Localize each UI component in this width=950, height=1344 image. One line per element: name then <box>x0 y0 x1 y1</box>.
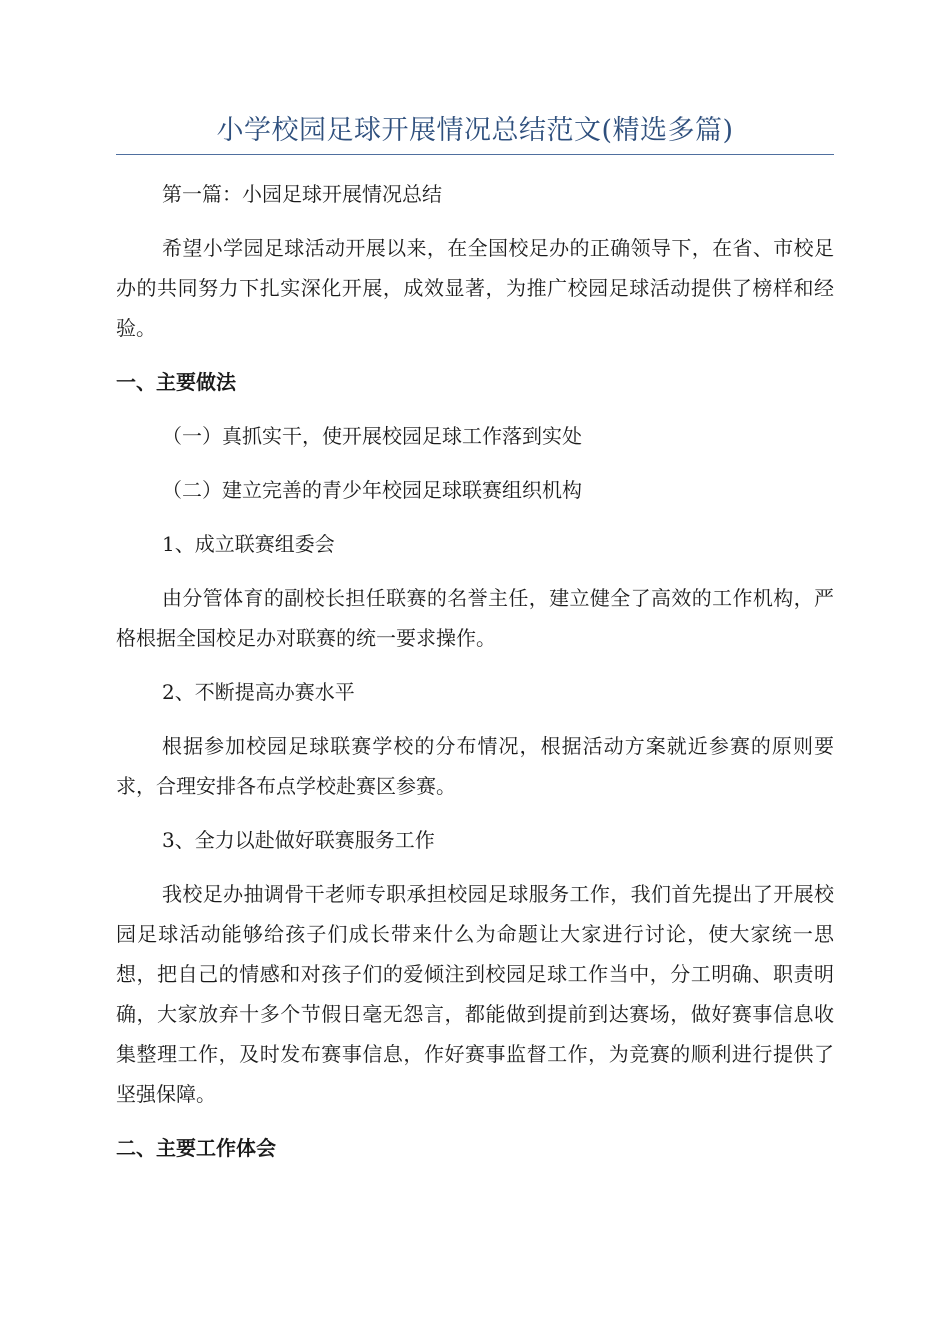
paragraph-item-1-body: 由分管体育的副校长担任联赛的名誉主任，建立健全了高效的工作机构，严格根据全国校足办对联赛的统一要求操作。 <box>116 586 834 650</box>
paragraph-item-2-title: 2、不断提高办赛水平 <box>162 680 355 704</box>
paragraph-intro: 希望小学园足球活动开展以来，在全国校足办的正确领导下，在省、市校足办的共同努力下扎实深化开展，成效显著，为推广校园足球活动提供了榜样和经验。 <box>116 236 834 340</box>
paragraph-item-1-title: 1、成立联赛组委会 <box>162 532 335 556</box>
paragraph-subsection-1: （一）真抓实干，使开展校园足球工作落到实处 <box>162 424 582 448</box>
paragraph-item-2-body: 根据参加校园足球联赛学校的分布情况，根据活动方案就近参赛的原则要求，合理安排各布点学校赴赛区参赛。 <box>116 734 834 798</box>
document-page <box>116 108 834 1168</box>
paragraph-subsection-2: （二）建立完善的青少年校园足球联赛组织机构 <box>162 478 582 502</box>
section-heading-work-experience: 二、主要工作体会 <box>116 1136 276 1160</box>
paragraph-chapter-heading: 第一篇：小园足球开展情况总结 <box>162 182 442 206</box>
section-heading-main-practices: 一、主要做法 <box>116 370 236 394</box>
paragraph-item-3-body: 我校足办抽调骨干老师专职承担校园足球服务工作，我们首先提出了开展校园足球活动能够给孩子们成长带来什么为命题让大家进行讨论，使大家统一思想，把自己的情感和对孩子们的爱倾注到校园足球工作当中，分工明确、职责明确，大家放弃十多个节假日毫无怨言，都能做到提前到达赛场，做好赛事信息收集整理工作，及时发布赛事信息，作好赛事监督工作，为竞赛的顺利进行提供了坚强保障。 <box>116 882 834 1106</box>
paragraph-item-3-title: 3、全力以赴做好联赛服务工作 <box>162 828 435 852</box>
document-title: 小学校园足球开展情况总结范文(精选多篇) <box>216 115 734 146</box>
